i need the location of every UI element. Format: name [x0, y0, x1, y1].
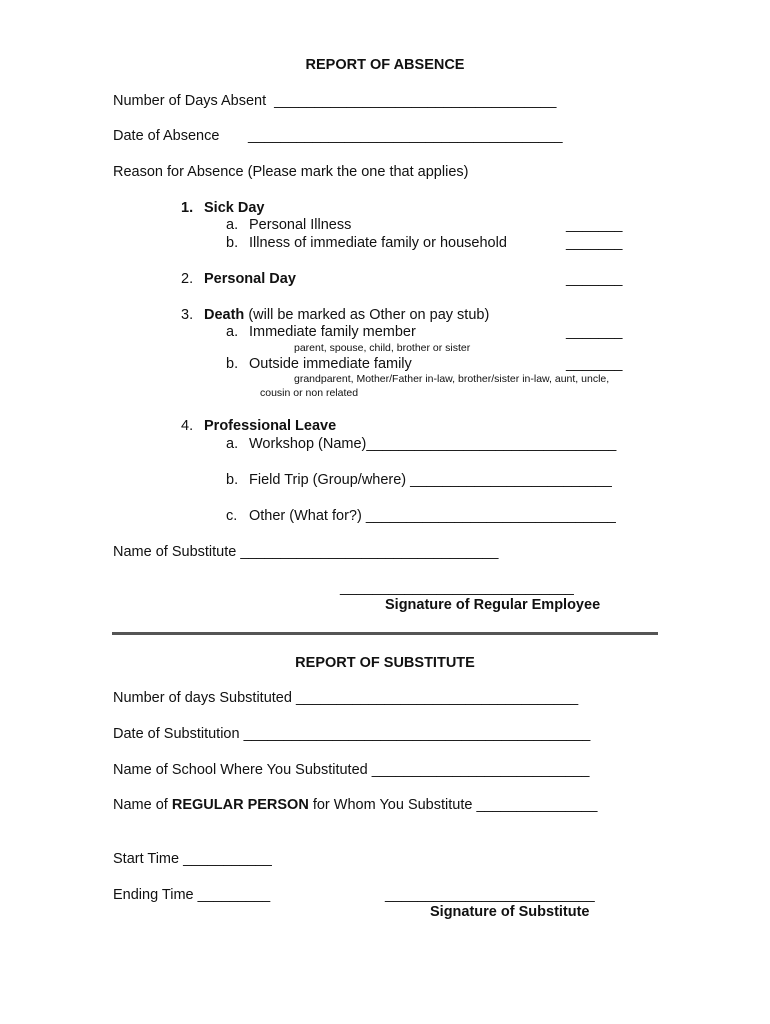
sick-day-heading: Sick Day [204, 200, 265, 216]
immediate-family-blank[interactable]: _______ [566, 324, 623, 340]
personal-day-blank[interactable]: _______ [566, 271, 623, 287]
sick-a-letter: a. [226, 217, 239, 233]
reason-prompt: Reason for Absence (Please mark the one that applies) [113, 164, 469, 180]
regular-person-field[interactable] [113, 797, 597, 814]
death-heading [204, 307, 489, 324]
personal-day-number: 2. [181, 271, 194, 287]
workshop-letter: a. [226, 436, 239, 452]
date-of-absence-label: Date of Absence [113, 128, 220, 144]
immediate-family-detail: parent, spouse, child, brother or sister [294, 342, 471, 354]
other-reason-field[interactable]: Other (What for?) _______________________________ [249, 508, 616, 524]
death-a-letter: a. [226, 324, 239, 340]
immediate-family-label: Immediate family member [249, 324, 416, 340]
regular-person-suffix: for Whom You Substitute _______________ [308, 797, 598, 813]
ending-time-field[interactable]: Ending Time _________ [113, 887, 271, 903]
professional-number: 4. [181, 418, 194, 434]
field-trip-field[interactable]: Field Trip (Group/where) _________________________ [249, 472, 612, 488]
personal-illness-label: Personal Illness [249, 217, 352, 233]
employee-signature-label: Signature of Regular Employee [385, 597, 601, 613]
outside-family-detail-1: grandparent, Mother/Father in-law, brother/sister in-law, aunt, uncle, [294, 373, 610, 385]
absence-title: REPORT OF ABSENCE [305, 57, 465, 73]
substitute-title: REPORT OF SUBSTITUTE [295, 655, 475, 671]
substitute-signature-label: Signature of Substitute [430, 904, 590, 920]
outside-family-blank[interactable]: _______ [566, 356, 623, 372]
substitute-signature-line[interactable]: __________________________ [385, 887, 595, 903]
sick-day-number: 1. [181, 200, 194, 216]
regular-person-prefix: Name of [113, 797, 172, 813]
death-note: (will be marked as Other on pay stub) [244, 307, 490, 323]
employee-signature-line[interactable]: _____________________________ [340, 580, 574, 596]
personal-day-heading: Personal Day [204, 271, 296, 287]
substitute-name-field[interactable]: Name of Substitute ________________________________ [113, 544, 499, 560]
date-of-absence-field[interactable]: _______________________________________ [248, 128, 563, 144]
professional-heading: Professional Leave [204, 418, 337, 434]
family-illness-blank[interactable]: _______ [566, 235, 623, 251]
personal-illness-blank[interactable]: _______ [566, 217, 623, 233]
days-absent-field[interactable]: Number of Days Absent ___________________________________ [113, 93, 557, 109]
start-time-field[interactable]: Start Time ___________ [113, 851, 272, 867]
sick-b-letter: b. [226, 235, 239, 251]
section-divider [112, 632, 658, 635]
field-trip-letter: b. [226, 472, 239, 488]
family-illness-label: Illness of immediate family or household [249, 235, 507, 251]
death-title: Death [204, 307, 245, 323]
days-substituted-field[interactable]: Number of days Substituted ___________________________________ [113, 690, 579, 706]
death-b-letter: b. [226, 356, 239, 372]
school-name-field[interactable]: Name of School Where You Substituted ___________________________ [113, 762, 590, 778]
death-number: 3. [181, 307, 194, 323]
other-letter: c. [226, 508, 238, 524]
outside-family-detail-2: cousin or non related [260, 387, 359, 399]
workshop-field[interactable]: Workshop (Name)_______________________________ [249, 436, 617, 452]
regular-person-bold: REGULAR PERSON [171, 797, 309, 813]
outside-family-label: Outside immediate family [249, 356, 412, 372]
date-of-substitution-field[interactable]: Date of Substitution ___________________________________________ [113, 726, 591, 742]
